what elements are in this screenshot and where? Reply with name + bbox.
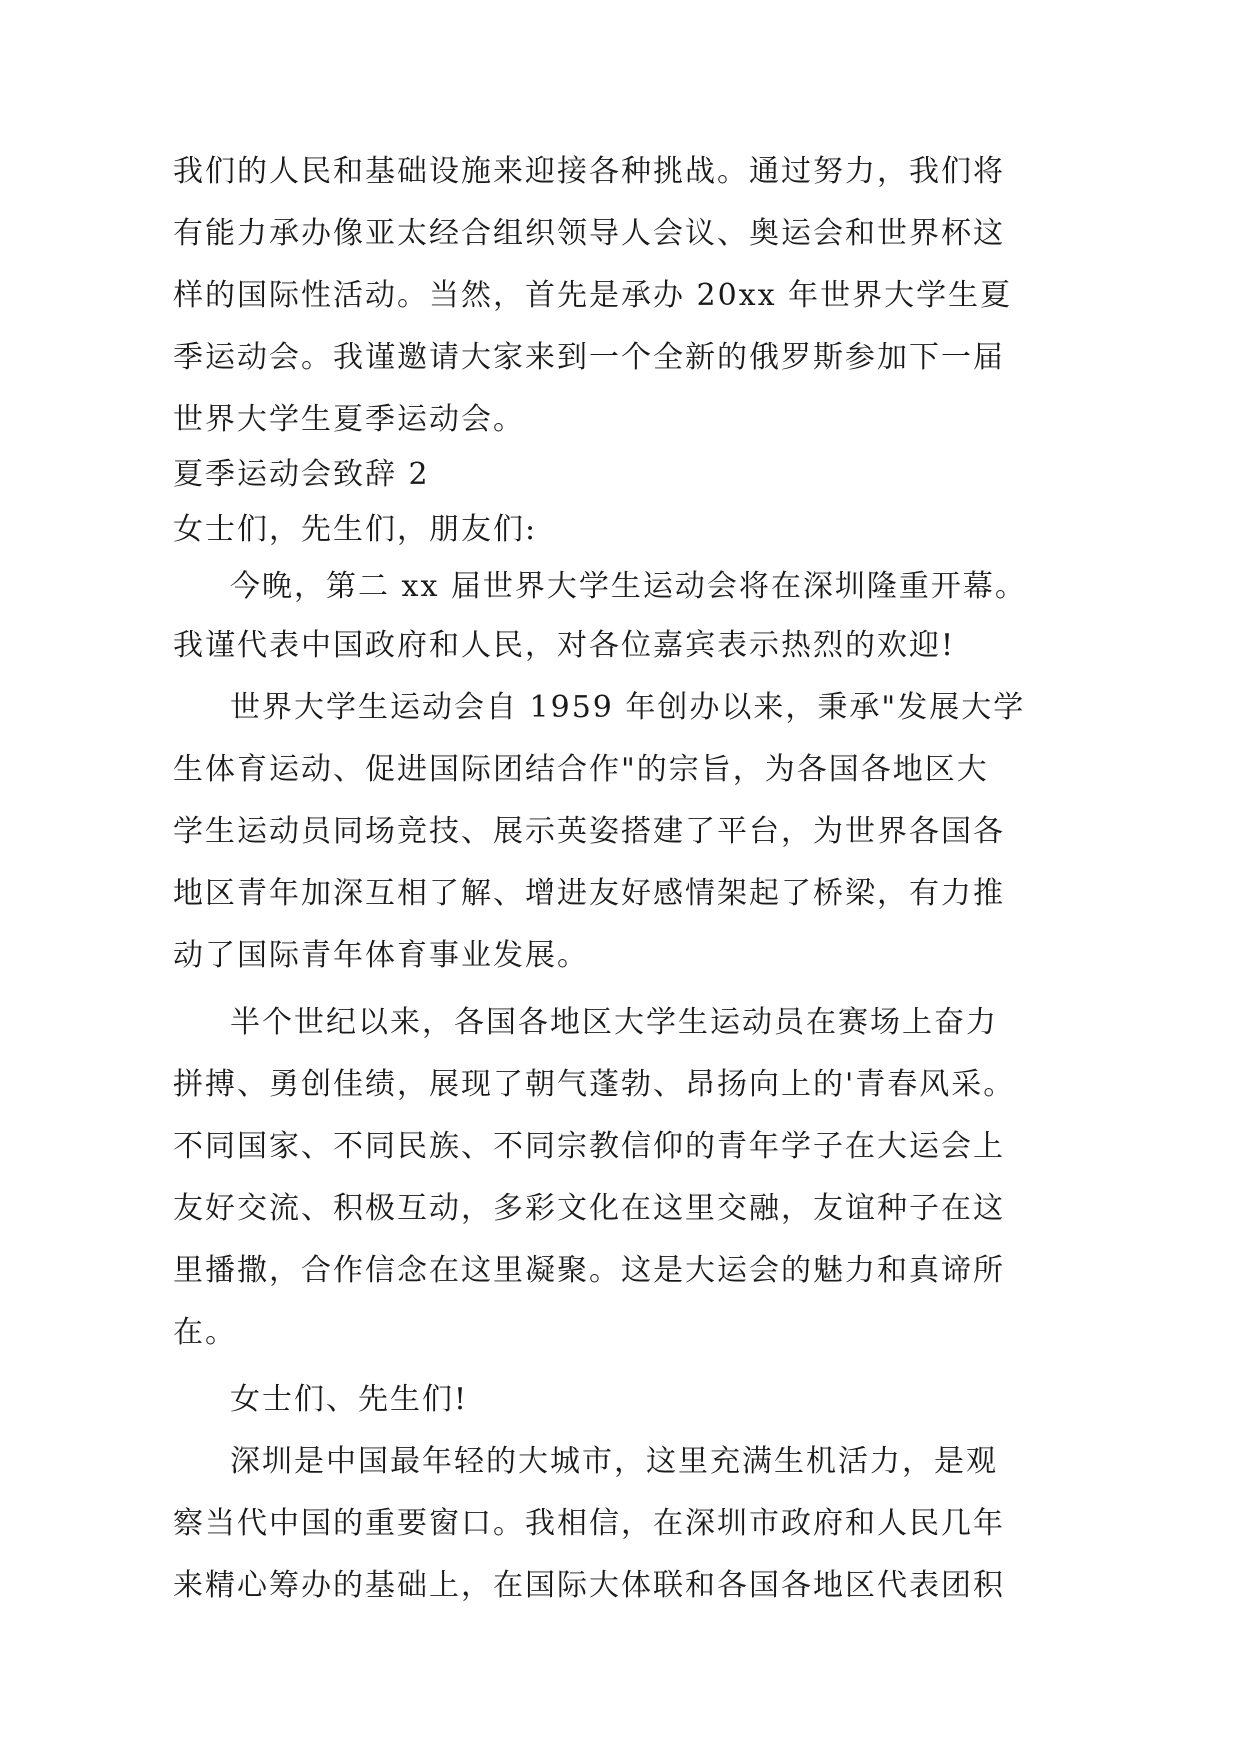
text-line: 里播撒，合作信念在这里凝聚。这是大运会的魅力和真谛所: [173, 1253, 1005, 1288]
section-heading: 夏季运动会致辞 2: [173, 457, 430, 492]
text-line: 半个世纪以来，各国各地区大学生运动员在赛场上奋力: [230, 1005, 998, 1040]
text-line: 我谨代表中国政府和人民，对各位嘉宾表示热烈的欢迎!: [173, 628, 956, 663]
text-line: 动了国际青年体育事业发展。: [173, 938, 589, 973]
text-line: 生体育运动、促进国际团结合作"的宗旨，为各国各地区大: [173, 752, 989, 787]
text-line: 来精心筹办的基础上，在国际大体联和各国各地区代表团积: [173, 1568, 1005, 1603]
text-line: 地区青年加深互相了解、增进友好感情架起了桥梁，有力推: [173, 876, 1005, 911]
text-line: 察当代中国的重要窗口。我相信，在深圳市政府和人民几年: [173, 1506, 1005, 1541]
text-line: 在。: [173, 1315, 237, 1350]
text-line: 我们的人民和基础设施来迎接各种挑战。通过努力，我们将: [173, 154, 1005, 189]
text-line: 季运动会。我谨邀请大家来到一个全新的俄罗斯参加下一届: [173, 340, 1005, 375]
text-line: 深圳是中国最年轻的大城市，这里充满生机活力，是观: [230, 1444, 998, 1479]
text-line: 世界大学生夏季运动会。: [173, 402, 525, 437]
text-line: 友好交流、积极互动，多彩文化在这里交融，友谊种子在这: [173, 1191, 1005, 1226]
text-line: 学生运动员同场竞技、展示英姿搭建了平台，为世界各国各: [173, 814, 1005, 849]
text-line: 样的国际性活动。当然，首先是承办 20xx 年世界大学生夏: [173, 278, 1013, 313]
text-line: 拼搏、勇创佳绩，展现了朝气蓬勃、昂扬向上的'青春风采。: [173, 1067, 1016, 1102]
text-line: 世界大学生运动会自 1959 年创办以来，秉承"发展大学: [230, 690, 1026, 725]
text-line: 有能力承办像亚太经合组织领导人会议、奥运会和世界杯这: [173, 216, 1005, 251]
salutation: 女士们，先生们，朋友们:: [173, 512, 538, 547]
text-line: 女士们、先生们!: [230, 1382, 469, 1417]
text-line: 不同国家、不同民族、不同宗教信仰的青年学子在大运会上: [173, 1129, 1005, 1164]
text-line: 今晚，第二 xx 届世界大学生运动会将在深圳隆重开幕。: [230, 569, 1027, 604]
